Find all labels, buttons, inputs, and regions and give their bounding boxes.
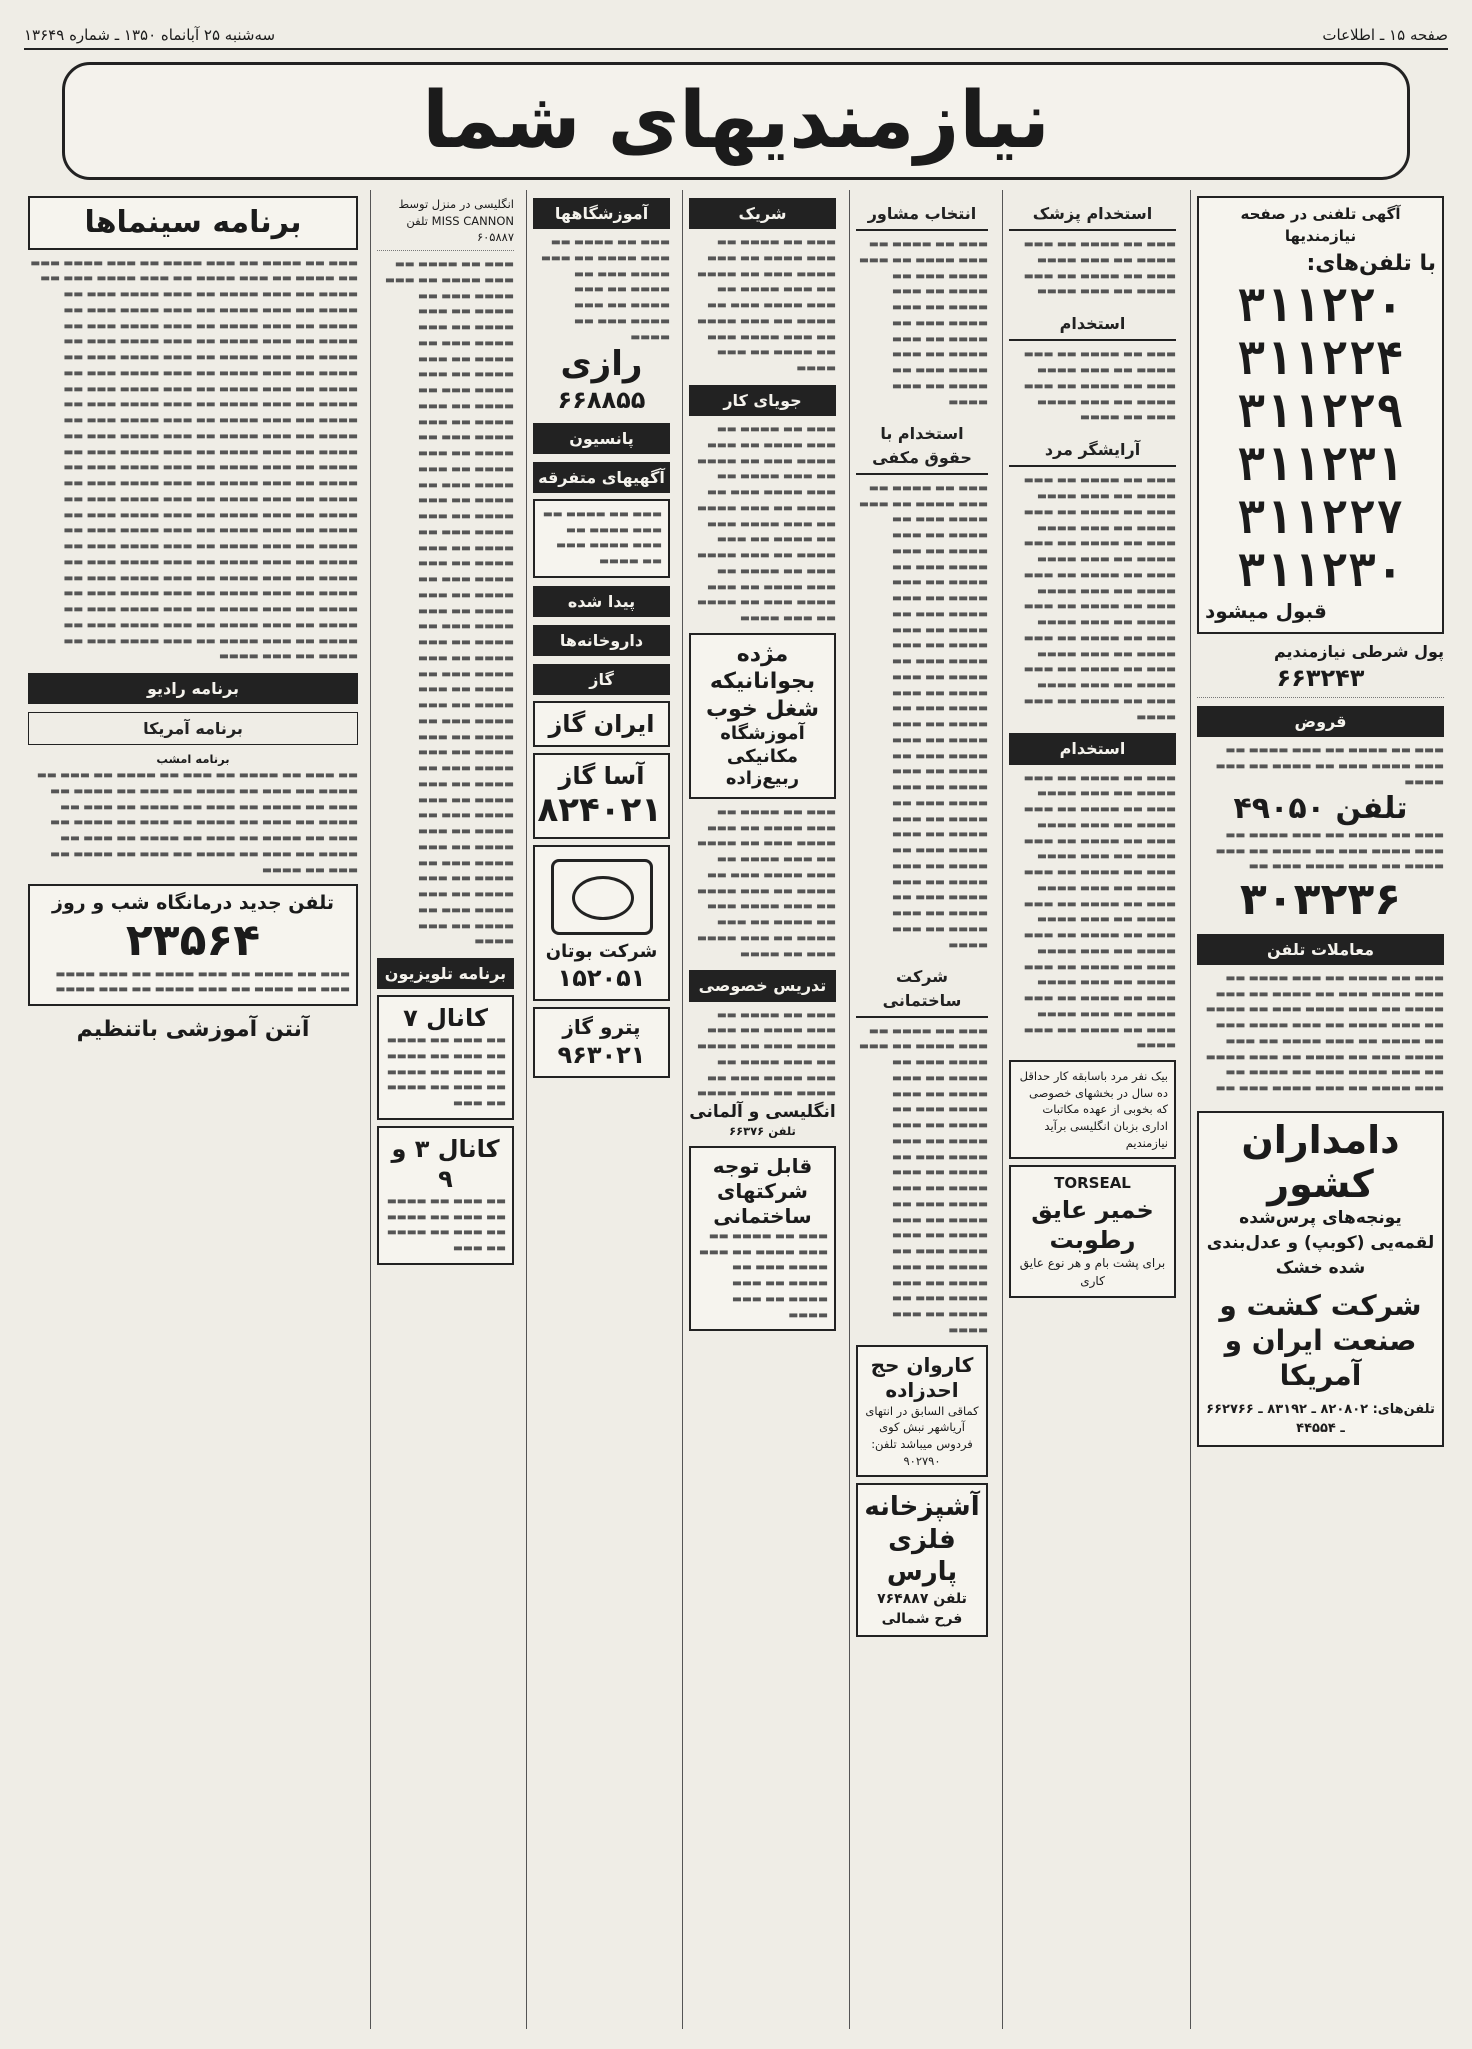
mechanic-title: مژده بجوانانیکه شغل خوب (705, 641, 820, 722)
radio-program-header: برنامه رادیو (28, 673, 358, 704)
phone-ad-box (1197, 196, 1444, 634)
phone-number: ۳۱۱۲۳۰ (1237, 542, 1404, 597)
torseal-brand: TORSEAL (1054, 1174, 1131, 1193)
ad-filler: ▬▬▬ ▬▬ ▬▬▬▬ ▬▬ ▬▬▬ ▬▬▬▬ ▬▬ ▬▬▬ ▬▬▬▬ ▬▬▬ ▬▬ ▬▬▬▬ ▬▬ ▬▬▬ ▬▬▬▬ ▬▬ ▬▬▬ ▬▬▬▬ ▬▬▬ ▬▬ ▬▬▬▬ ▬▬ ▬▬▬ ▬▬▬▬ ▬▬ ▬▬▬ ▬▬▬▬ ▬▬▬ ▬▬ ▬▬▬▬ ▬▬ ▬▬▬ ▬▬▬▬ ▬▬ ▬▬▬ ▬▬▬▬ ▬▬▬ ▬▬ ▬▬▬▬ (697, 805, 836, 960)
ad-filler: ▬▬ ▬▬▬ ▬▬ ▬▬▬▬ ▬▬ ▬▬▬ ▬▬ ▬▬▬▬ ▬▬ ▬▬▬ ▬▬ ▬▬▬▬ ▬▬ ▬▬▬ ▬▬ ▬▬▬▬ ▬▬ ▬▬▬ ▬▬ ▬▬▬▬ ▬▬ ▬▬▬ ▬▬ ▬▬▬▬ ▬▬ ▬▬▬ ▬▬ ▬▬▬▬ ▬▬ ▬▬▬ ▬▬ ▬▬▬▬ ▬▬ ▬▬▬ ▬▬ ▬▬▬▬ ▬▬ ▬▬▬ ▬▬ ▬▬▬▬ ▬▬ ▬▬▬ ▬▬ ▬▬▬▬ ▬▬ ▬▬▬ ▬▬ ▬▬▬▬ ▬▬ ▬▬▬ ▬▬ ▬▬▬▬ ▬▬ ▬▬▬ ▬▬ ▬▬▬▬ ▬▬ ▬▬▬ ▬▬ ▬▬▬▬ ▬▬ ▬▬▬ ▬▬ ▬▬▬▬ (36, 769, 358, 876)
ad-filler: ▬▬▬ ▬▬ ▬▬▬▬ ▬▬ ▬▬▬ ▬▬▬▬ ▬▬ ▬▬▬ ▬▬▬▬ ▬▬▬ ▬▬ ▬▬▬▬ ▬▬ ▬▬▬ ▬▬▬▬ ▬▬ ▬▬▬ ▬▬▬▬ (1023, 238, 1176, 298)
ad-filler: ▬▬▬ ▬▬ ▬▬▬▬ ▬▬ ▬▬▬ ▬▬▬▬ ▬▬ ▬▬▬ ▬▬▬▬ ▬▬▬ ▬▬ ▬▬▬▬ ▬▬ ▬▬▬ ▬▬▬▬ ▬▬ ▬▬▬ ▬▬▬▬ ▬▬▬ ▬▬ (1215, 828, 1444, 873)
section-header-pharmacies: داروخانه‌ها (533, 625, 670, 656)
ad-filler: ▬▬▬ ▬▬ ▬▬▬▬ ▬▬ ▬▬▬ ▬▬▬▬ ▬▬ ▬▬▬ ▬▬▬▬ ▬▬▬ ▬▬ ▬▬▬▬ ▬▬ ▬▬▬ ▬▬▬▬ (1215, 744, 1444, 788)
ad-filler: ▬▬▬ ▬▬ ▬▬▬▬ ▬▬ ▬▬▬ ▬▬▬▬ ▬▬ ▬▬▬ ▬▬▬▬ ▬▬▬ ▬▬ ▬▬▬▬ ▬▬ ▬▬▬ ▬▬▬▬ ▬▬ ▬▬▬ ▬▬▬▬ ▬▬▬ ▬▬ ▬▬▬▬ ▬▬ ▬▬▬ ▬▬▬▬ ▬▬ ▬▬▬ ▬▬▬▬ ▬▬▬ ▬▬ ▬▬▬▬ ▬▬ ▬▬▬ ▬▬▬▬ (697, 236, 836, 375)
section-header-gas: گاز (533, 664, 670, 695)
ad-filler: ▬▬▬ ▬▬ ▬▬▬▬ ▬▬ ▬▬▬ ▬▬▬▬ ▬▬ ▬▬▬ ▬▬▬▬ ▬▬▬ ▬▬ ▬▬▬▬ ▬▬ ▬▬▬ ▬▬▬▬ ▬▬ ▬▬▬ ▬▬▬▬ ▬▬▬ ▬▬ ▬▬▬▬ ▬▬ ▬▬▬ ▬▬▬▬ ▬▬ ▬▬▬ ▬▬▬▬ ▬▬▬ ▬▬ ▬▬▬▬ ▬▬ ▬▬▬ ▬▬▬▬ (858, 238, 988, 408)
cinema-program-title: برنامه سینماها (84, 205, 302, 240)
classifieds-banner (62, 62, 1410, 180)
loan-title: پول شرطی نیازمندیم (1274, 641, 1444, 661)
petro-phone: ۹۶۳۰۲۱ (557, 1041, 646, 1070)
america-program-header: برنامه آمریکا (28, 712, 358, 745)
english-tutor-ad: انگلیسی در منزل توسط MISS CANNON تلفن ۶۰۵۸۸۷ (377, 196, 514, 251)
torseal-title: خمیر عایق رطوبت (1031, 1196, 1154, 1255)
butane-logo-icon (551, 859, 653, 935)
phone-ad-footer: قبول میشود (1205, 598, 1327, 623)
ad-filler: ▬▬▬ ▬▬ ▬▬▬▬ ▬▬ ▬▬▬ ▬▬▬▬ ▬▬ ▬▬▬ ▬▬▬▬ ▬▬▬ ▬▬ ▬▬▬▬ ▬▬ ▬▬▬ ▬▬▬▬ ▬▬ ▬▬▬ ▬▬▬▬ (698, 1229, 828, 1321)
loan-ad (1197, 640, 1444, 698)
razi-phone: ۶۶۸۸۵۵ (557, 385, 646, 414)
torseal-sub: برای پشت بام و هر نوع عایق کاری (1019, 1256, 1166, 1288)
phone-number: ۳۱۱۲۲۹ (1237, 384, 1404, 439)
petro-gas-ad (533, 1007, 670, 1078)
butane-ad (533, 845, 670, 1002)
misc-ad-box (533, 499, 670, 578)
construction-notice (689, 1146, 836, 1332)
phone-ad-sub: با تلفن‌های: (1306, 250, 1436, 276)
livestock-ad (1197, 1111, 1444, 1447)
cinema-program-box (28, 196, 358, 250)
page-label: صفحه ۱۵ ـ اطلاعات (1322, 26, 1448, 44)
mechanic-sub: آموزشگاه مکانیکی ربیع‌زاده (720, 723, 805, 790)
tonight-program-title: برنامه امشب (156, 752, 230, 767)
section-header-hire: استخدام (1009, 308, 1176, 341)
iran-gas-title: ایران گاز (548, 710, 655, 739)
phone-number: ۳۱۱۲۳۱ (1237, 437, 1404, 492)
column-7 (22, 190, 364, 2029)
section-header-ghoroz: قروض (1197, 706, 1444, 737)
ad-filler: ▬▬▬ ▬▬ ▬▬▬▬ ▬▬ ▬▬▬ ▬▬▬▬ ▬▬ ▬▬▬ ▬▬▬▬ ▬▬▬ ▬▬ ▬▬▬▬ ▬▬ ▬▬▬ ▬▬▬▬ ▬▬ ▬▬▬ ▬▬▬▬ ▬▬▬ ▬▬ ▬▬▬▬ ▬▬ ▬▬▬ ▬▬▬▬ ▬▬ ▬▬▬ ▬▬▬▬ ▬▬▬ ▬▬ ▬▬▬▬ ▬▬ ▬▬▬ ▬▬▬▬ ▬▬ ▬▬▬ ▬▬▬▬ ▬▬▬ ▬▬ ▬▬▬▬ ▬▬ ▬▬▬ ▬▬▬▬ ▬▬ ▬▬▬ ▬▬▬▬ ▬▬▬ ▬▬ ▬▬▬▬ ▬▬ ▬▬▬ ▬▬▬▬ (697, 423, 836, 625)
phone-number: ۳۱۱۲۲۰ (1237, 278, 1404, 333)
pars-title: آشپزخانه فلزی پارس (864, 1492, 980, 1588)
notice-title: قابل توجه شرکتهای ساختمانی (712, 1153, 813, 1228)
antenna-title: آنتن آموزشی باتنظیم (76, 1017, 310, 1043)
phone-number: ۳۱۱۲۲۷ (1237, 489, 1404, 544)
razi-title: رازی (560, 344, 643, 385)
pars-kitchen-ad (856, 1483, 988, 1637)
column-3 (849, 190, 994, 2029)
column-6 (370, 190, 520, 2029)
ad-filler: ▬▬▬ ▬▬ ▬▬▬▬ ▬▬ ▬▬▬ ▬▬▬▬ ▬▬ ▬▬▬ ▬▬▬▬ ▬▬▬ ▬▬ ▬▬▬▬ (542, 507, 662, 568)
section-header-found: پیدا شده (533, 586, 670, 617)
livestock-text: یونجه‌های پرس‌شده لقمه‌یی (کوبپ) و عدل‌بندی شده خشک (1206, 1208, 1435, 1278)
channel-3-9-box (377, 1126, 514, 1265)
butane-title: شرکت بوتان (545, 940, 658, 962)
ad-filler: ▬▬▬ ▬▬ ▬▬▬▬ ▬▬ ▬▬▬ ▬▬▬▬ ▬▬ ▬▬▬ ▬▬▬▬ ▬▬▬ ▬▬ ▬▬▬▬ ▬▬ ▬▬▬ ▬▬▬▬ ▬▬ ▬▬▬ ▬▬▬▬ ▬▬▬ ▬▬ ▬▬▬▬ ▬▬ ▬▬▬ ▬▬▬▬ ▬▬ ▬▬▬ ▬▬▬▬ ▬▬▬ ▬▬ ▬▬▬▬ ▬▬ ▬▬▬ ▬▬▬▬ ▬▬ ▬▬▬ ▬▬▬▬ ▬▬▬ ▬▬ ▬▬▬▬ ▬▬ ▬▬▬ ▬▬▬▬ ▬▬ ▬▬▬ ▬▬▬▬ ▬▬▬ ▬▬ ▬▬▬▬ ▬▬ ▬▬▬ ▬▬▬▬ ▬▬ ▬▬▬ ▬▬▬▬ ▬▬▬ ▬▬ ▬▬▬▬ ▬▬ ▬▬▬ ▬▬▬▬ ▬▬ ▬▬▬ ▬▬▬▬ ▬▬▬ ▬▬ ▬▬▬▬ ▬▬ ▬▬▬ ▬▬▬▬ ▬▬ ▬▬▬ ▬▬▬▬ ▬▬▬ ▬▬ ▬▬▬▬ ▬▬ ▬▬▬ ▬▬▬▬ ▬▬ ▬▬▬ ▬▬▬▬ ▬▬▬ ▬▬ ▬▬▬▬ ▬▬ ▬▬▬ ▬▬▬▬ ▬▬ ▬▬▬ ▬▬▬▬ ▬▬▬ ▬▬ ▬▬▬▬ ▬▬ ▬▬▬ ▬▬▬▬ ▬▬ ▬▬▬ ▬▬▬▬ ▬▬▬ ▬▬ ▬▬▬▬ ▬▬ ▬▬▬ ▬▬▬▬ ▬▬ ▬▬▬ ▬▬▬▬ ▬▬▬ ▬▬ ▬▬▬▬ ▬▬ ▬▬▬ ▬▬▬▬ ▬▬ ▬▬▬ ▬▬▬▬ ▬▬▬ ▬▬ ▬▬▬▬ ▬▬ ▬▬▬ ▬▬▬▬ ▬▬ ▬▬▬ ▬▬▬▬ ▬▬▬ ▬▬ ▬▬▬▬ ▬▬ ▬▬▬ ▬▬▬▬ ▬▬ ▬▬▬ ▬▬▬▬ ▬▬▬ ▬▬ ▬▬▬▬ ▬▬ ▬▬▬ ▬▬▬▬ ▬▬ ▬▬▬ ▬▬▬▬ ▬▬▬ ▬▬ ▬▬▬▬ ▬▬ ▬▬▬ ▬▬▬▬ ▬▬ ▬▬▬ ▬▬▬▬ ▬▬▬ ▬▬ ▬▬▬▬ ▬▬ ▬▬▬ ▬▬▬▬ ▬▬ ▬▬▬ ▬▬▬▬ ▬▬▬ ▬▬ ▬▬▬▬ ▬▬ ▬▬▬ ▬▬▬▬ ▬▬ ▬▬▬ ▬▬▬▬ ▬▬▬ ▬▬ ▬▬▬▬ ▬▬ ▬▬▬ ▬▬▬▬ ▬▬ ▬▬▬ ▬▬▬▬ ▬▬▬ ▬▬ ▬▬▬▬ ▬▬ ▬▬▬ ▬▬▬▬ ▬▬ ▬▬▬ ▬▬▬▬ ▬▬▬ ▬▬ ▬▬▬▬ ▬▬ ▬▬▬ ▬▬▬▬ ▬▬ ▬▬▬ ▬▬▬▬ ▬▬▬ ▬▬ ▬▬▬▬ ▬▬ ▬▬▬ ▬▬▬▬ ▬▬ ▬▬▬ ▬▬▬▬ ▬▬▬ ▬▬ ▬▬▬▬ ▬▬ ▬▬▬ ▬▬▬▬ ▬▬ ▬▬▬ ▬▬▬▬ ▬▬▬ ▬▬ ▬▬▬▬ ▬▬ ▬▬▬ ▬▬▬▬ ▬▬ ▬▬▬ ▬▬▬▬ ▬▬▬ ▬▬ ▬▬▬▬ ▬▬ ▬▬▬ ▬▬▬▬ (30, 256, 358, 663)
ad-filler: ▬▬▬ ▬▬ ▬▬▬▬ ▬▬ ▬▬▬ ▬▬▬▬ ▬▬ ▬▬▬ ▬▬▬▬ ▬▬▬ ▬▬ ▬▬▬▬ ▬▬ ▬▬▬ ▬▬▬▬ ▬▬ ▬▬▬ ▬▬▬▬ ▬▬▬ ▬▬ ▬▬▬▬ ▬▬ ▬▬▬ ▬▬▬▬ ▬▬ ▬▬▬ ▬▬▬▬ ▬▬▬ ▬▬ ▬▬▬▬ ▬▬ ▬▬▬ ▬▬▬▬ ▬▬ ▬▬▬ ▬▬▬▬ ▬▬▬ ▬▬ ▬▬▬▬ ▬▬ ▬▬▬ ▬▬▬▬ ▬▬ ▬▬▬ ▬▬▬▬ ▬▬▬ ▬▬ ▬▬▬▬ ▬▬ ▬▬▬ ▬▬▬▬ ▬▬ ▬▬▬ ▬▬▬▬ ▬▬▬ ▬▬ ▬▬▬▬ ▬▬ ▬▬▬ ▬▬▬▬ ▬▬ ▬▬▬ ▬▬▬▬ ▬▬▬ ▬▬ ▬▬▬▬ ▬▬ ▬▬▬ ▬▬▬▬ ▬▬ ▬▬▬ ▬▬▬▬ ▬▬▬ ▬▬ ▬▬▬▬ ▬▬ ▬▬▬ ▬▬▬▬ ▬▬ ▬▬▬ ▬▬▬▬ ▬▬▬ ▬▬ ▬▬▬▬ ▬▬ ▬▬▬ ▬▬▬▬ ▬▬ ▬▬▬ ▬▬▬▬ (858, 481, 988, 951)
ad-filler: ▬▬ ▬▬▬ ▬▬ ▬▬▬▬ ▬▬ ▬▬▬ ▬▬ ▬▬▬▬ ▬▬ ▬▬▬ ▬▬ ▬▬▬▬ ▬▬ ▬▬▬ ▬▬ ▬▬▬▬ ▬▬ ▬▬▬ (386, 1034, 506, 1110)
ad-filler: ▬▬▬ ▬▬ ▬▬▬▬ ▬▬ ▬▬▬ ▬▬▬▬ ▬▬ ▬▬▬ ▬▬▬▬ ▬▬▬ ▬▬ ▬▬▬▬ ▬▬ ▬▬▬ ▬▬▬▬ ▬▬ ▬▬▬ ▬▬▬▬ ▬▬▬ ▬▬ ▬▬▬▬ ▬▬ ▬▬▬ ▬▬▬▬ (697, 1008, 836, 1100)
asa-gas-title: آسا گاز (558, 762, 645, 791)
ad-filler: ▬▬▬ ▬▬ ▬▬▬▬ ▬▬ ▬▬▬ ▬▬▬▬ ▬▬ ▬▬▬ ▬▬▬▬ ▬▬▬ ▬▬ ▬▬▬▬ ▬▬ ▬▬▬ ▬▬▬▬ ▬▬ ▬▬▬ ▬▬▬▬ ▬▬▬ ▬▬ ▬▬▬▬ (540, 236, 670, 343)
petro-title: پترو گاز (562, 1015, 641, 1040)
job-notice-text: بیک نفر مرد باسابقه کار حداقل ده سال در بخشهای خصوصی که بخوبی از عهده مکاتبات اداری بزبان انگلیسی برآید نیازمندیم (1019, 1069, 1168, 1150)
clinic-title: تلفن جدید درمانگاه شب و روز (52, 892, 334, 915)
column-1 (1190, 190, 1450, 2029)
caravan-text: کماقی السابق در انتهای آریاشهر نبش کوی فردوس میباشد تلفن: ۹۰۲۷۹۰ (865, 1403, 979, 1468)
pars-phone: تلفن ۷۶۴۸۸۷ فرح شمالی (877, 1590, 967, 1628)
column-2 (1002, 190, 1182, 2029)
clinic-ad (28, 884, 358, 1006)
butane-phone: ۱۵۲۰۵۱ (557, 964, 646, 993)
ad-filler: ▬▬▬ ▬▬ ▬▬▬▬ ▬▬ ▬▬▬ ▬▬▬▬ ▬▬ ▬▬▬ ▬▬▬▬ ▬▬▬ ▬▬ ▬▬▬▬ ▬▬ ▬▬▬ ▬▬▬▬ ▬▬ ▬▬▬ ▬▬▬▬ ▬▬▬ ▬▬ ▬▬▬▬ (1023, 348, 1176, 424)
ad-filler: ▬▬▬ ▬▬ ▬▬▬▬ ▬▬ ▬▬▬ ▬▬▬▬ ▬▬ ▬▬▬ ▬▬▬▬ ▬▬▬ ▬▬ ▬▬▬▬ ▬▬ ▬▬▬ ▬▬▬▬ ▬▬ ▬▬▬ ▬▬▬▬ ▬▬▬ ▬▬ ▬▬▬▬ ▬▬ ▬▬▬ ▬▬▬▬ ▬▬ ▬▬▬ ▬▬▬▬ ▬▬▬ ▬▬ ▬▬▬▬ ▬▬ ▬▬▬ ▬▬▬▬ ▬▬ ▬▬▬ ▬▬▬▬ ▬▬▬ ▬▬ ▬▬▬▬ ▬▬ ▬▬▬ ▬▬▬▬ ▬▬ ▬▬▬ ▬▬▬▬ ▬▬▬ ▬▬ ▬▬▬▬ ▬▬ ▬▬▬ ▬▬▬▬ ▬▬ ▬▬▬ ▬▬▬▬ ▬▬▬ ▬▬ ▬▬▬▬ ▬▬ ▬▬▬ ▬▬▬▬ ▬▬ ▬▬▬ ▬▬▬▬ ▬▬▬ ▬▬ ▬▬▬▬ ▬▬ ▬▬▬ ▬▬▬▬ ▬▬ ▬▬▬ ▬▬▬▬ ▬▬▬ ▬▬ ▬▬▬▬ ▬▬ ▬▬▬ ▬▬▬▬ (1023, 771, 1176, 1052)
loan-phone: ۶۶۳۲۴۳ (1276, 663, 1365, 692)
section-header-tutoring: تدریس خصوصی (689, 970, 836, 1001)
section-header-trade: معاملات تلفن (1197, 934, 1444, 965)
ad-filler: ▬▬▬ ▬▬ ▬▬▬▬ ▬▬ ▬▬▬ ▬▬▬▬ ▬▬ ▬▬▬ ▬▬▬▬ ▬▬▬ ▬▬ ▬▬▬▬ ▬▬ ▬▬▬ ▬▬▬▬ ▬▬ ▬▬▬ ▬▬▬▬ ▬▬▬ ▬▬ ▬▬▬▬ ▬▬ ▬▬▬ ▬▬▬▬ ▬▬ ▬▬▬ ▬▬▬▬ ▬▬▬ ▬▬ ▬▬▬▬ ▬▬ ▬▬▬ ▬▬▬▬ ▬▬ ▬▬▬ ▬▬▬▬ ▬▬▬ ▬▬ ▬▬▬▬ ▬▬ ▬▬▬ ▬▬▬▬ ▬▬ ▬▬▬ ▬▬▬▬ ▬▬▬ ▬▬ ▬▬▬▬ ▬▬ ▬▬▬ ▬▬▬▬ ▬▬ ▬▬▬ ▬▬▬▬ ▬▬▬ ▬▬ ▬▬▬▬ ▬▬ ▬▬▬ ▬▬▬▬ ▬▬ ▬▬▬ ▬▬▬▬ ▬▬▬ ▬▬ ▬▬▬▬ ▬▬ ▬▬▬ ▬▬▬▬ ▬▬ ▬▬▬ ▬▬▬▬ ▬▬▬ ▬▬ ▬▬▬▬ ▬▬ ▬▬▬ ▬▬▬▬ ▬▬ ▬▬▬ ▬▬▬▬ ▬▬▬ ▬▬ ▬▬▬▬ ▬▬ ▬▬▬ ▬▬▬▬ ▬▬ ▬▬▬ ▬▬▬▬ ▬▬▬ ▬▬ ▬▬▬▬ ▬▬ ▬▬▬ ▬▬▬▬ ▬▬ ▬▬▬ ▬▬▬▬ ▬▬▬ ▬▬ ▬▬▬▬ ▬▬ ▬▬▬ ▬▬▬▬ ▬▬ ▬▬▬ ▬▬▬▬ ▬▬▬ ▬▬ ▬▬▬▬ ▬▬ ▬▬▬ ▬▬▬▬ ▬▬ ▬▬▬ ▬▬▬▬ ▬▬▬ ▬▬ ▬▬▬▬ ▬▬ ▬▬▬ ▬▬▬▬ ▬▬ ▬▬▬ ▬▬▬▬ ▬▬▬ ▬▬ ▬▬▬▬ ▬▬ ▬▬▬ ▬▬▬▬ (384, 258, 514, 948)
language-phone: تلفن ۶۶۳۷۶ (729, 1124, 796, 1139)
ad-filler: ▬▬ ▬▬▬ ▬▬ ▬▬▬▬ ▬▬ ▬▬▬ ▬▬ ▬▬▬▬ ▬▬ ▬▬▬ ▬▬ ▬▬▬▬ ▬▬ ▬▬▬ (386, 1194, 506, 1255)
section-header-partner: شریک (689, 198, 836, 229)
iran-gas-ad (533, 701, 670, 747)
livestock-company: شرکت کشت و صنعت ایران و آمریکا (1219, 1289, 1422, 1393)
section-header-misc: آگهیهای متفرقه (533, 462, 670, 493)
section-header-job-seeker: جویای کار (689, 385, 836, 416)
hajj-caravan-ad (856, 1345, 988, 1478)
page-header-line (24, 22, 1448, 50)
job-notice-box (1009, 1060, 1176, 1159)
clinic-phone: ۲۳۵۶۴ (125, 915, 261, 967)
section-header-consultant: انتخاب مشاور (856, 198, 988, 231)
ad-filler: ▬▬▬ ▬▬ ▬▬▬▬ ▬▬ ▬▬▬ ▬▬▬▬ ▬▬ ▬▬▬ ▬▬▬▬ ▬▬▬ ▬▬ ▬▬▬▬ ▬▬ ▬▬▬ ▬▬▬▬ ▬▬ ▬▬▬ ▬▬▬▬ ▬▬▬ ▬▬ ▬▬▬▬ ▬▬ ▬▬▬ ▬▬▬▬ ▬▬ ▬▬▬ ▬▬▬▬ ▬▬▬ ▬▬ ▬▬▬▬ ▬▬ ▬▬▬ ▬▬▬▬ ▬▬ ▬▬▬ ▬▬▬▬ ▬▬▬ ▬▬ ▬▬▬▬ ▬▬ ▬▬▬ ▬▬▬▬ ▬▬ ▬▬▬ ▬▬▬▬ ▬▬▬ ▬▬ ▬▬▬▬ ▬▬ ▬▬▬ ▬▬▬▬ ▬▬ ▬▬▬ ▬▬▬▬ ▬▬▬ ▬▬ ▬▬▬▬ ▬▬ ▬▬▬ ▬▬▬▬ ▬▬ ▬▬▬ ▬▬▬▬ ▬▬▬ ▬▬ ▬▬▬▬ ▬▬ ▬▬▬ ▬▬▬▬ (1023, 474, 1176, 723)
column-5 (526, 190, 676, 2029)
phone-ad-title: آگهی تلفنی در صفحه نیازمندیها (1240, 205, 1401, 245)
column-4 (682, 190, 842, 2029)
caravan-title: کاروان حج احدزاده (870, 1352, 974, 1402)
livestock-title: دامداران کشور (1241, 1117, 1400, 1206)
mechanic-school-ad (689, 633, 836, 799)
section-header-construction: شرکت ساختمانی (856, 961, 988, 1017)
issue-label: سه‌شنبه ۲۵ آبانماه ۱۳۵۰ ـ شماره ۱۳۶۴۹ (24, 26, 276, 44)
loan-big-phone: تلفن ۴۹۰۵۰ (1233, 791, 1408, 827)
ad-filler: ▬▬▬ ▬▬ ▬▬▬▬ ▬▬ ▬▬▬ ▬▬▬▬ ▬▬ ▬▬▬ ▬▬▬▬ ▬▬▬ ▬▬ ▬▬▬▬ ▬▬ ▬▬▬ ▬▬▬▬ ▬▬ ▬▬▬ ▬▬▬▬ ▬▬▬ ▬▬ ▬▬▬▬ ▬▬ ▬▬▬ ▬▬▬▬ ▬▬ ▬▬▬ ▬▬▬▬ ▬▬▬ ▬▬ ▬▬▬▬ ▬▬ ▬▬▬ ▬▬▬▬ ▬▬ ▬▬▬ ▬▬▬▬ ▬▬▬ ▬▬ ▬▬▬▬ ▬▬ ▬▬▬ ▬▬▬▬ ▬▬ ▬▬▬ ▬▬▬▬ ▬▬▬ ▬▬ ▬▬▬▬ ▬▬ ▬▬▬ ▬▬▬▬ ▬▬ ▬▬▬ ▬▬▬▬ ▬▬▬ ▬▬ ▬▬▬▬ ▬▬ ▬▬▬ ▬▬▬▬ (858, 1024, 988, 1336)
tv-program-header: برنامه تلویزیون (377, 958, 514, 989)
asa-gas-ad (533, 753, 670, 838)
loan-big-phone-2: ۳۰۳۲۳۶ (1239, 874, 1402, 926)
section-header-salary: استخدام با حقوق مکفی (856, 418, 988, 474)
section-header-schools: آموزشگاهها (533, 198, 670, 229)
torseal-ad (1009, 1165, 1176, 1298)
section-header-pension: پانسیون (533, 423, 670, 454)
channel-3-9-title: کانال ۳ و ۹ (391, 1134, 500, 1193)
channel-7-title: کانال ۷ (403, 1004, 488, 1033)
section-header-hire-2: استخدام (1009, 733, 1176, 764)
asa-gas-phone: ۸۲۴۰۲۱ (537, 790, 662, 831)
ad-filler: ▬▬▬ ▬▬ ▬▬▬▬ ▬▬ ▬▬▬ ▬▬▬▬ ▬▬ ▬▬▬ ▬▬▬▬ ▬▬▬ ▬▬ ▬▬▬▬ ▬▬ ▬▬▬ ▬▬▬▬ ▬▬ ▬▬▬ ▬▬▬▬ ▬▬▬ ▬▬ ▬▬▬▬ ▬▬ ▬▬▬ ▬▬▬▬ ▬▬ ▬▬▬ ▬▬▬▬ ▬▬▬ ▬▬ ▬▬▬▬ ▬▬ ▬▬▬ ▬▬▬▬ ▬▬ ▬▬▬ ▬▬▬▬ ▬▬▬ ▬▬ ▬▬▬▬ ▬▬ ▬▬▬ ▬▬▬▬ ▬▬ ▬▬▬ ▬▬▬▬ ▬▬▬ ▬▬ ▬▬▬▬ ▬▬ ▬▬▬ ▬▬▬▬ ▬▬ ▬▬▬ ▬▬▬▬ ▬▬▬ ▬▬ (1205, 971, 1444, 1095)
livestock-phone: تلفن‌های: ۸۲۰۸۰۲ ـ ۸۳۱۹۲ ـ ۶۶۲۷۶۶ ـ ۴۴۵۵۴ (1206, 1402, 1435, 1437)
ad-filler: ▬▬▬ ▬▬ ▬▬▬▬ ▬▬ ▬▬▬ ▬▬▬▬ ▬▬ ▬▬▬ ▬▬▬▬ ▬▬▬ ▬▬ ▬▬▬▬ ▬▬ ▬▬▬ ▬▬▬▬ ▬▬ ▬▬▬ ▬▬▬▬ (55, 967, 350, 996)
banner-title: نیازمندیهای شما (422, 76, 1050, 166)
language-title: انگلیسی و آلمانی (689, 1102, 836, 1123)
channel-7-box (377, 995, 514, 1120)
section-header-doctor: استخدام پزشک (1009, 198, 1176, 231)
phone-number: ۳۱۱۲۲۴ (1237, 331, 1404, 386)
section-header-barber: آرایشگر مرد (1009, 434, 1176, 467)
